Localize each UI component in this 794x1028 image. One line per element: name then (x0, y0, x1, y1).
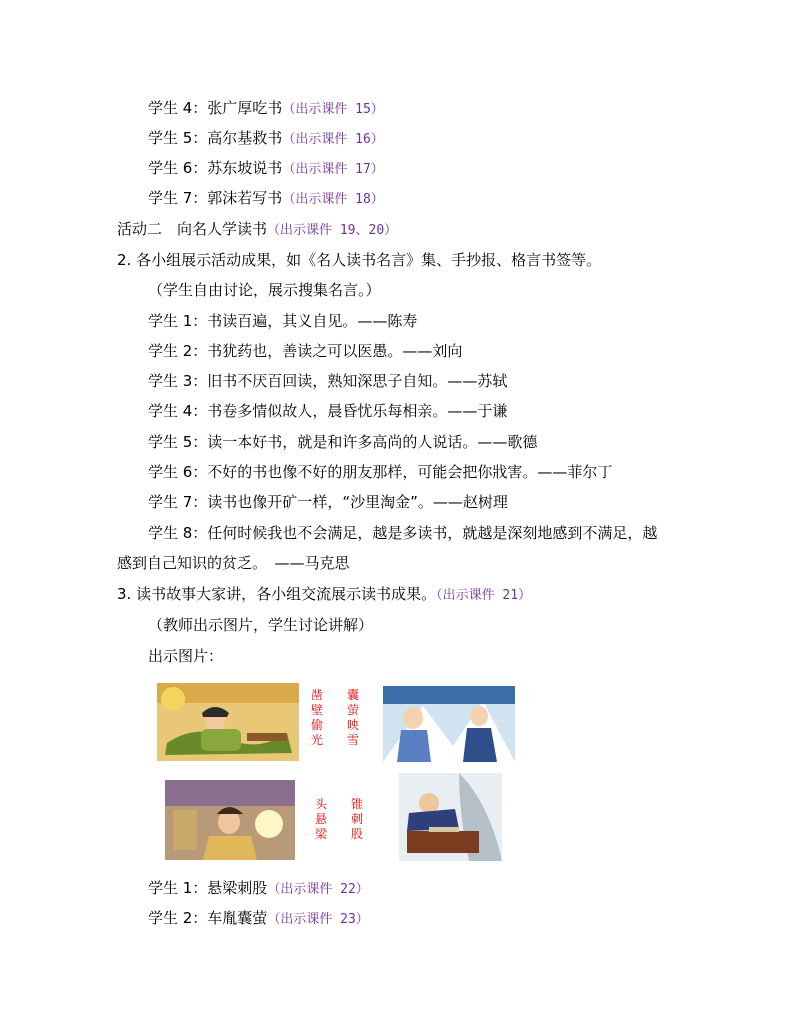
line-text: 学生 4：张广厚吃书 (148, 99, 283, 117)
text-line (148, 908, 369, 930)
line-text: 学生 2：车胤囊萤 (148, 909, 268, 927)
slide-reference: （出示课件 16） (282, 132, 384, 147)
slide-reference: （出示课件 18） (282, 192, 384, 207)
line-text: 学生 1：悬梁刺股 (148, 879, 268, 897)
line-text: 活动二 向名人学读书 (117, 220, 268, 238)
caption-awl-thigh: 锥刺股 (350, 797, 363, 841)
quote-line: 学生 6：不好的书也像不好的朋友那样，可能会把你戕害。——菲尔丁 (148, 463, 613, 481)
item-2: 2. 各小组展示活动成果，如《名人读书名言》集、手抄报、格言书签等。 (117, 251, 602, 269)
slide-reference: （出示课件 17） (282, 162, 384, 177)
text-line (148, 188, 384, 210)
quote-line: 学生 5：读一本好书，就是和许多高尚的人说话。——歌德 (148, 433, 538, 451)
story-illustration-awl-thigh (399, 773, 502, 861)
quote-line: 学生 4：书卷多情似故人，晨昏忧乐每相亲。——于谦 (148, 402, 508, 420)
caption-hanging-hair: 头悬梁 (314, 797, 327, 841)
text-line (148, 878, 369, 900)
note-line: （教师出示图片，学生讨论讲解） (148, 616, 374, 634)
text-line (148, 98, 384, 120)
text-line (148, 128, 384, 150)
line-text: 学生 7：郭沫若写书 (148, 189, 283, 207)
slide-reference: （出示课件 23） (267, 912, 369, 927)
slide-reference: （出示课件 21） (436, 588, 532, 603)
slide-reference: （出示课件 19、20） (267, 223, 398, 238)
story-illustration-chiseling-wall (157, 683, 299, 761)
slide-reference: （出示课件 22） (267, 882, 369, 897)
show-pictures-label: 出示图片： (148, 647, 224, 665)
quote-line: 学生 7：读书也像开矿一样，“沙里淘金”。——赵树理 (148, 493, 508, 511)
activity-heading (117, 219, 397, 241)
story-illustration-fireflies-snow (383, 686, 515, 762)
story-illustration-hanging-hair (165, 780, 295, 860)
quote-line-continued: 感到自己知识的贫乏。 ——马克思 (117, 554, 350, 572)
caption-chiseling-wall: 凿壁偷光 (310, 688, 323, 747)
caption-fireflies-snow: 囊萤映雪 (346, 688, 359, 747)
note-line: （学生自由讨论，展示搜集名言。） (148, 281, 381, 299)
line-text: 学生 5：高尔基救书 (148, 129, 283, 147)
item-3 (117, 584, 531, 606)
text-line (148, 158, 384, 180)
quote-line: 学生 2：书犹药也，善读之可以医愚。——刘向 (148, 342, 463, 360)
quote-line: 学生 3：旧书不厌百回读，熟知深思子自知。——苏轼 (148, 372, 508, 390)
quote-line: 学生 1：书读百遍，其义自见。——陈寿 (148, 312, 418, 330)
quote-line: 学生 8：任何时候我也不会满足，越是多读书，就越是深刻地感到不满足，越 (148, 524, 658, 542)
line-text: 学生 6：苏东坡说书 (148, 159, 283, 177)
slide-reference: （出示课件 15） (282, 102, 384, 117)
line-text: 3. 读书故事大家讲，各小组交流展示读书成果。 (117, 585, 437, 603)
